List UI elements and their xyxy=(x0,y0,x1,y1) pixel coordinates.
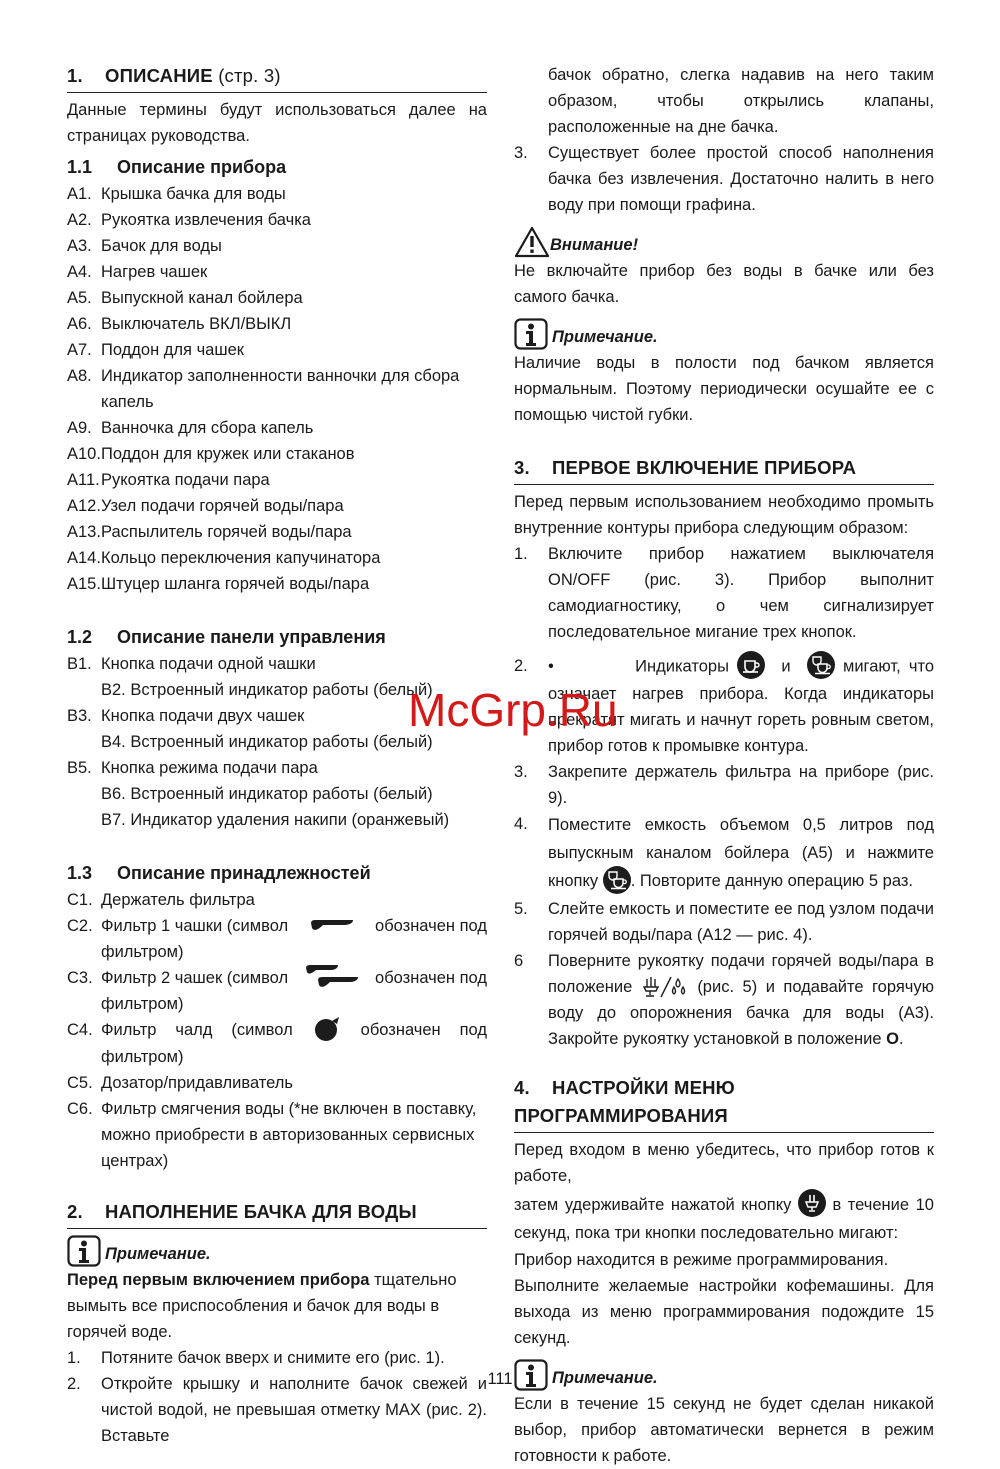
left-column xyxy=(67,62,487,1449)
list-item: A1. Крышка бачка для воды xyxy=(67,185,286,203)
single-cup-filter-symbol-icon xyxy=(309,919,355,933)
list-item: B1. Кнопка подачи одной чашки xyxy=(67,655,316,673)
list-item: A6. Выключатель ВКЛ/ВЫКЛ xyxy=(67,315,292,333)
warning-icon xyxy=(514,226,550,258)
section-title: ОПИСАНИЕ xyxy=(105,65,213,86)
list-item: A11. Рукоятка подачи пара xyxy=(67,471,270,489)
double-cup-filter-symbol-icon xyxy=(304,965,360,991)
list-item: C5. Дозатор/придавливатель xyxy=(67,1073,294,1092)
note-heading: Примечание. xyxy=(67,1233,487,1267)
list-item: 3. Закрепите держатель фильтра на приборе (рис. 9). xyxy=(514,763,934,807)
list-item: C3. Фильтр 2 чашек (символ обозначен под фильтром) xyxy=(67,965,487,1017)
subsection-title: Описание панели управления xyxy=(117,627,386,647)
warning-text: Не включайте прибор без воды в бачке или без самого бачка. xyxy=(514,262,934,306)
info-icon xyxy=(514,318,548,350)
note-text: Если в течение 15 секунд не будет сделан никакой выбор, прибор автоматически вернется в режим готовности к работе. xyxy=(514,1395,934,1466)
section-number: 3. xyxy=(514,457,530,478)
section-3-heading xyxy=(514,454,934,485)
list-item: C1. Держатель фильтра xyxy=(67,891,255,909)
list-item: B3. Кнопка подачи двух чашек xyxy=(67,707,305,725)
list-subitem: B6. Встроенный индикатор работы (белый) xyxy=(101,785,433,803)
list-item: C4. Фильтр чалд (символ обозначен под фильтром) xyxy=(67,1017,487,1070)
hot-water-steam-position-icon xyxy=(641,975,689,999)
list-item: A13. Распылитель горячей воды/пара xyxy=(67,523,352,541)
list-item: 3. Существует более простой способ наполнения бачка без извлечения. Достаточно налить в него воду при помощи графина. xyxy=(514,144,934,214)
accessories-list xyxy=(67,887,487,1174)
two-cups-button-icon xyxy=(603,866,631,894)
list-item: A14. Кольцо переключения капучинатора xyxy=(67,549,381,567)
list-item: 1. Включите прибор нажатием выключателя ON/OFF (рис. 3). Прибор выполнит самодиагностику, о чем сигнализирует последовательное мигание трех кнопок. xyxy=(514,545,934,641)
list-item: A15. Штуцер шланга горячей воды/пара xyxy=(67,575,370,593)
list-item: 1. Потяните бачок вверх и снимите его (рис. 1). xyxy=(67,1348,445,1367)
section-title: НАПОЛНЕНИЕ БАЧКА ДЛЯ ВОДЫ xyxy=(105,1200,417,1222)
subsection-number: 1.2 xyxy=(67,627,93,647)
list-subitem: B7. Индикатор удаления накипи (оранжевый) xyxy=(101,811,450,829)
step-2-continued: бачок обратно, слегка надавив на него таким образом, чтобы открылись клапаны, расположенные на дне бачка. xyxy=(548,66,934,136)
list-item: A12. Узел подачи горячей воды/пара xyxy=(67,497,344,515)
two-cups-button-icon xyxy=(807,651,835,679)
appliance-parts-list xyxy=(67,181,487,597)
warning-heading: Внимание! xyxy=(514,224,934,258)
info-icon xyxy=(67,1235,101,1267)
list-item: A8. Индикатор заполненности ванночки для сбора капель xyxy=(67,367,460,411)
list-subitem: B2. Встроенный индикатор работы (белый) xyxy=(101,681,433,699)
section-1-intro: Данные термины будут использоваться далее на страницах руководства. xyxy=(67,101,487,145)
note-text: Наличие воды в полости под бачком является нормальным. Поэтому периодически осушайте ее с помощью чистой губки. xyxy=(514,354,934,424)
subsection-1-2-heading xyxy=(67,623,487,651)
one-cup-button-icon xyxy=(737,651,765,679)
list-item: C6. Фильтр смягчения воды (*не включен в поставку, можно приобрести в авторизованных сервисных центрах) xyxy=(67,1099,477,1170)
section-number: 4. xyxy=(514,1076,530,1098)
list-item: A2. Рукоятка извлечения бачка xyxy=(67,211,311,229)
subsection-number: 1.1 xyxy=(67,157,93,177)
watermark: McGrp.Ru xyxy=(408,684,618,736)
page-number: 111 xyxy=(487,1370,513,1388)
list-item: 2. • Индикаторы и мигают, что означает нагрев прибора. Когда индикаторы прекратят мигать и начнут гореть ровным светом, прибор готов к промывке контура. xyxy=(514,653,934,759)
section-title-suffix: (стр. 3) xyxy=(218,65,281,86)
list-item: 6 Поверните рукоятку подачи горячей воды/пара в положение (рис. 5) и подавайте горячую воду до опорожнения бачка для воды (A3). Закройте рукоятку установкой в положение O. xyxy=(514,951,934,1048)
section-4-heading xyxy=(514,1074,934,1133)
list-item: A10. Поддон для кружек или стаканов xyxy=(67,445,355,463)
pod-filter-symbol-icon xyxy=(312,1016,342,1042)
list-item: A3. Бачок для воды xyxy=(67,237,222,255)
subsection-1-1-heading xyxy=(67,153,487,181)
section-title: ПЕРВОЕ ВКЛЮЧЕНИЕ ПРИБОРА xyxy=(552,457,857,478)
note-text: Перед первым включением прибора тщательно вымыть все приспособления и бачок для воды в горячей воде. xyxy=(67,1270,457,1341)
list-item: A4. Нагрев чашек xyxy=(67,263,208,281)
subsection-number: 1.3 xyxy=(67,863,93,883)
subsection-title: Описание принадлежностей xyxy=(117,863,371,883)
list-subitem: B4. Встроенный индикатор работы (белый) xyxy=(101,733,433,751)
control-panel-list xyxy=(67,651,487,833)
list-item: 4. Поместите емкость объемом 0,5 литров под выпускным каналом бойлера (A5) и нажмите кнопку . Повторите данную операцию 5 раз. xyxy=(514,811,934,896)
section-title: НАСТРОЙКИ МЕНЮ ПРОГРАММИРОВАНИЯ xyxy=(514,1076,735,1126)
subsection-title: Описание прибора xyxy=(117,157,287,177)
section-4-text: Выполните желаемые настройки кофемашины. Для выхода из меню программирования подождите 15 секунд. xyxy=(514,1277,934,1348)
section-1-heading xyxy=(67,62,487,93)
list-item: A7. Поддон для чашек xyxy=(67,341,244,359)
section-4-text: Перед входом в меню убедитесь, что прибор готов к работе, xyxy=(514,1140,934,1185)
section-number: 1. xyxy=(67,65,83,86)
list-item: A9. Ванночка для сбора капель xyxy=(67,419,314,437)
steam-button-icon xyxy=(798,1189,826,1217)
list-item: 5. Слейте емкость и поместите ее под узлом подачи горячей воды/пара (A12 — рис. 4). xyxy=(514,899,934,944)
list-item: C2. Фильтр 1 чашки (символ обозначен под фильтром) xyxy=(67,917,487,961)
list-item: B5. Кнопка режима подачи пара xyxy=(67,759,318,777)
section-number: 2. xyxy=(67,1200,83,1222)
note-heading: Примечание. xyxy=(514,1357,934,1391)
section-4-text: Прибор находится в режиме программирования. xyxy=(514,1251,889,1270)
list-item: 2. Откройте крышку и наполните бачок свежей и чистой водой, не превышая отметку MAX (рис. 2). Вставьте xyxy=(67,1374,487,1445)
section-2-heading xyxy=(67,1198,487,1229)
section-4-text: затем удерживайте нажатой кнопку в течение 10 секунд, пока три кнопки последовательно мигают: xyxy=(514,1191,934,1248)
subsection-1-3-heading xyxy=(67,859,487,887)
note-heading: Примечание. xyxy=(514,316,934,350)
section-3-intro: Перед первым использованием необходимо промыть внутренние контуры прибора следующим образом: xyxy=(514,493,934,537)
list-item: A5. Выпускной канал бойлера xyxy=(67,289,303,307)
right-column xyxy=(514,62,934,1469)
